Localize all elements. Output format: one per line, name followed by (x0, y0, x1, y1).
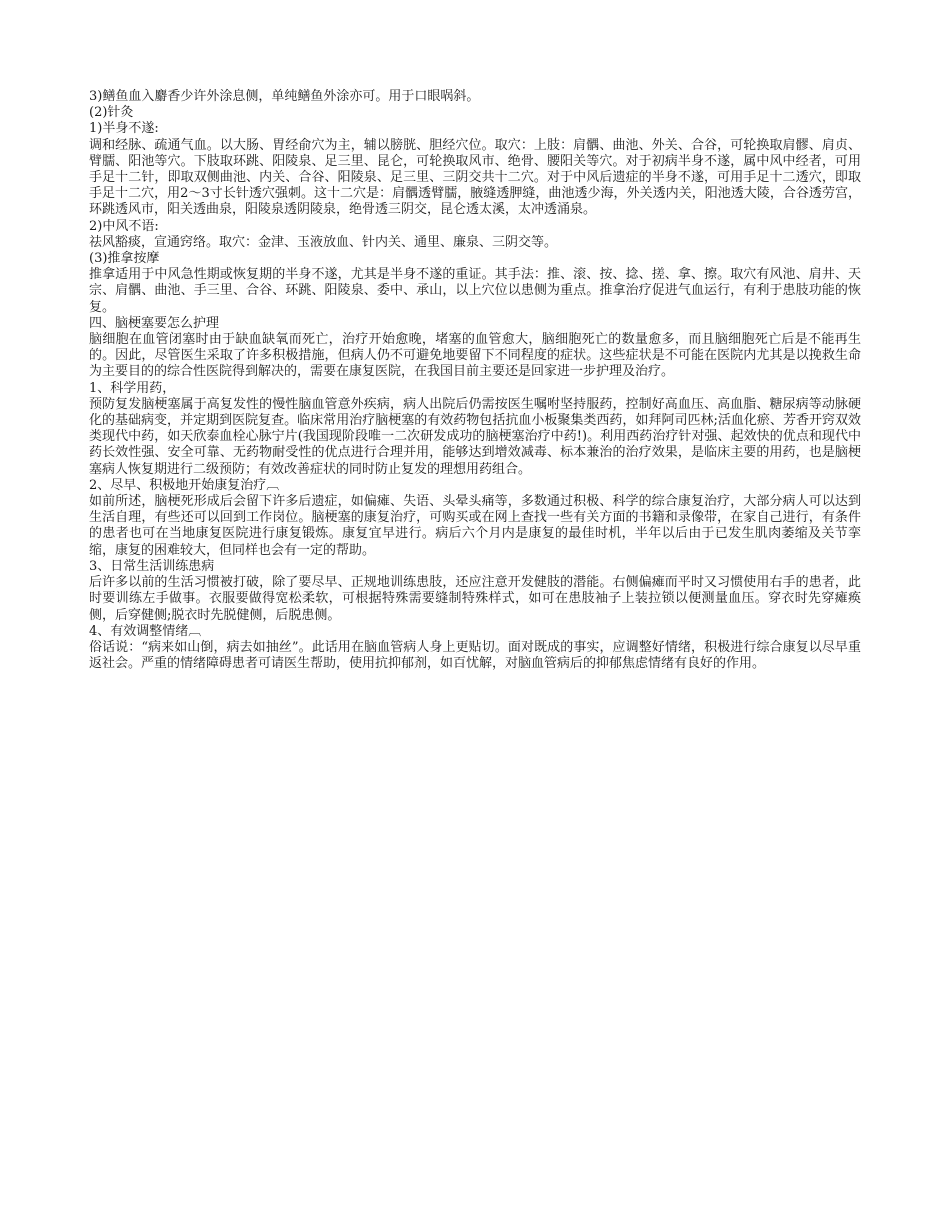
heading-early-rehab: 2、尽早、积极地开始康复治疗︹ (89, 477, 280, 493)
document-body (89, 89, 861, 672)
paragraph-emotions: 俗话说：“病来如山倒，病去如抽丝”。此话用在脑血管病人身上更贴切。面对既成的事实，应调整好情绪，积极进行综合康复以尽早重返社会。严重的情绪障碍患者可请医生帮助，使用抗抑郁剂，如百忧解，对脑血管病后的抑郁焦虑情绪有良好的作用。 (89, 639, 861, 672)
paragraph-eel-blood-remedy: 3)鳝鱼血入麝香少许外涂息侧，单纯鳝鱼外涂亦可。用于口眼㖞斜。 (89, 89, 480, 104)
paragraph-hemiplegia-acupoints: 调和经脉、疏通气血。以大肠、胃经俞穴为主，辅以膀胱、胆经穴位。取穴：上肢：肩髃、曲池、外关、合谷，可轮换取肩髎、肩贞、臂臑、阳池等穴。下肢取环跳、阳陵泉、足三里、昆仑，可轮换取风市、绝骨、腰阳关等穴。对于初病半身不遂，属中风中经者，可用手足十二针，即取双侧曲池、内关、合谷、阳陵泉、足三里、三阴交共十二穴。对于中风后遗症的半身不遂，可用手足十二透穴，即取手足十二穴，用2～3寸长针透穴强刺。这十二穴是：肩髃透臂臑，腋缝透胛缝，曲池透少海，外关透内关，阳池透大陵，合谷透劳宫，环跳透风市，阳关透曲泉，阳陵泉透阴陵泉，绝骨透三阴交，昆仑透太溪，太冲透涌泉。 (89, 137, 861, 218)
heading-acupuncture: (2)针灸 (89, 105, 134, 121)
paragraph-medication: 预防复发脑梗塞属于高复发性的慢性脑血管意外疾病，病人出院后仍需按医生嘱咐坚持服药，控制好高血压、高血脂、糖尿病等动脉硬化的基础病变，并定期到医院复查。临床常用治疗脑梗塞的有效药物包括抗血小板聚集类西药，如拜阿司匹林;活血化瘀、芳香开窍双效类现代中药，如天欣泰血栓心脉宁片(我国现阶段唯一二次研发成功的脑梗塞治疗中药!)。利用西药治疗针对强、起效快的优点和现代中药长效性强、安全可靠、无药物耐受性的优点进行合理并用，能够达到增效减毒、标本兼治的治疗效果，是临床主要的用药，也是脑梗塞病人恢复期进行二级预防；有效改善症状的同时防止复发的理想用药组合。 (89, 396, 861, 477)
heading-hemiplegia: 1)半身不遂: (89, 121, 159, 137)
paragraph-daily-training: 后许多以前的生活习惯被打破，除了要尽早、正规地训练患肢，还应注意开发健肢的潜能。右侧偏瘫而平时又习惯使用右手的患者，此时要训练左手做事。衣服要做得宽松柔软，可根据特殊需要缝制特殊样式，如可在患肢袖子上装拉锁以便测量血压。穿衣时先穿瘫痪侧，后穿健侧;脱衣时先脱健侧，后脱患侧。 (89, 575, 861, 623)
heading-massage: (3)推拿按摩 (89, 251, 160, 267)
heading-emotions: 4、有效调整情绪︹ (89, 623, 202, 639)
heading-medication: 1、科学用药， (89, 380, 176, 396)
heading-aphasia: 2)中风不语: (89, 218, 159, 234)
paragraph-early-rehab: 如前所述，脑梗死形成后会留下许多后遗症，如偏瘫、失语、头晕头痛等，多数通过积极、科学的综合康复治疗，大部分病人可以达到生活自理，有些还可以回到工作岗位。脑梗塞的康复治疗，可购买或在网上查找一些有关方面的书籍和录像带，在家自己进行，有条件的患者也可在当地康复医院进行康复锻炼。康复宜早进行。病后六个月内是康复的最佳时机，半年以后由于已发生肌肉萎缩及关节挛缩，康复的困难较大，但同样也会有一定的帮助。 (89, 494, 861, 558)
paragraph-nursing-intro: 脑细胞在血管闭塞时由于缺血缺氧而死亡，治疗开始愈晚，堵塞的血管愈大，脑细胞死亡的数量愈多，而且脑细胞死亡后是不能再生的。因此，尽管医生采取了许多积极措施，但病人仍不可避免地要留下不同程度的症状。这些症状是不可能在医院内尤其是以挽救生命为主要目的的综合性医院得到解决的，需要在康复医院，在我国目前主要还是回家进一步护理及治疗。 (89, 332, 861, 380)
paragraph-aphasia-acupoints: 祛风豁痰，宣通窍络。取穴：金津、玉液放血、针内关、通里、廉泉、三阴交等。 (89, 234, 558, 250)
heading-nursing-care: 四、脑梗塞要怎么护理 (89, 315, 220, 331)
heading-daily-training: 3、日常生活训练患病 (89, 558, 215, 574)
paragraph-massage: 推拿适用于中风急性期或恢复期的半身不遂，尤其是半身不遂的重证。其手法：推、滚、按、捻、搓、拿、擦。取穴有风池、肩井、天宗、肩髃、曲池、手三里、合谷、环跳、阳陵泉、委中、承山，以上穴位以患侧为重点。推拿治疗促进气血运行，有利于患肢功能的恢复。 (89, 267, 861, 315)
